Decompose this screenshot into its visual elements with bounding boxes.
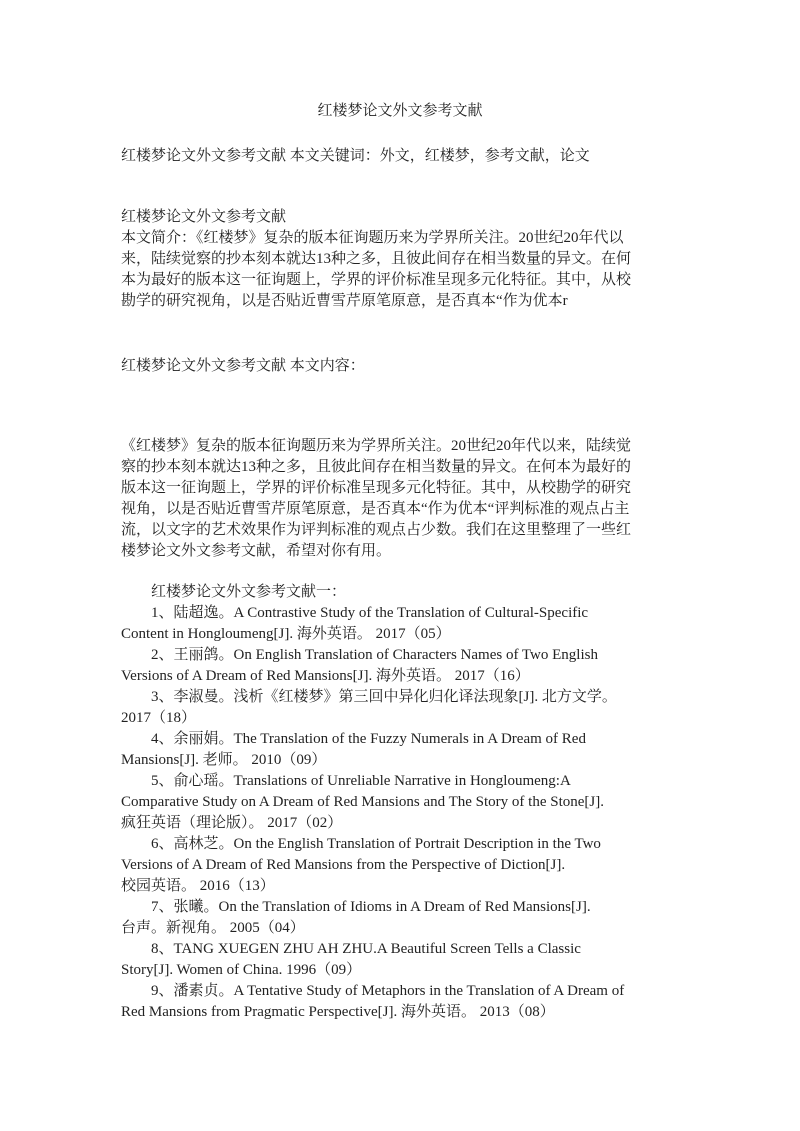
- intro-line: 本为最好的版本这一征询题上，学界的评价标准呈现多元化特征。其中，从校: [121, 272, 632, 288]
- document-title: 红楼梦论文外文参考文献: [317, 103, 483, 119]
- body-line: 楼梦论文外文参考文献，希望对你有用。: [121, 543, 392, 559]
- content-heading-block: [121, 356, 681, 377]
- reference-item: [121, 897, 681, 939]
- reference-line: 校园英语。 2016（13）: [121, 878, 275, 894]
- intro-heading: 红楼梦论文外文参考文献: [121, 209, 287, 225]
- intro-line: 来，陆续觉察的抄本刻本就达13种之多，且彼此间存在相当数量的异文。在何: [121, 251, 632, 267]
- reference-line: 5、俞心瑶。Translations of Unreliable Narrative in Hongloumeng:A: [151, 773, 571, 789]
- references-heading: 红楼梦论文外文参考文献一：: [151, 584, 347, 600]
- reference-line: 1、陆超逸。A Contrastive Study of the Translation of Cultural-Specific: [151, 605, 589, 621]
- reference-line: 8、TANG XUEGEN ZHU AH ZHU.A Beautiful Screen Tells a Classic: [151, 941, 581, 957]
- body-line: 察的抄本刻本就达13种之多，且彼此间存在相当数量的异文。在何本为最好的: [121, 459, 632, 475]
- body-line: 流，以文字的艺术效果作为评判标准的观点占少数。我们在这里整理了一些红: [121, 522, 632, 538]
- body-paragraph: [121, 436, 681, 562]
- intro-section: [121, 207, 681, 312]
- references-section: [121, 582, 681, 1023]
- reference-item: [121, 834, 681, 897]
- content-heading: 红楼梦论文外文参考文献 本文内容：: [121, 358, 365, 374]
- reference-item: [121, 981, 681, 1023]
- reference-line: Content in Hongloumeng[J]. 海外英语。 2017（05）: [121, 626, 451, 642]
- reference-line: 疯狂英语（理论版）。 2017（02）: [121, 815, 343, 831]
- reference-line: 3、李淑曼。浅析《红楼梦》第三回中异化归化译法现象[J]. 北方文学。: [151, 689, 617, 705]
- body-line: 版本这一征询题上，学界的评价标准呈现多元化特征。其中，从校勘学的研究: [121, 480, 632, 496]
- keywords-text: 红楼梦论文外文参考文献 本文关键词：外文，红楼梦，参考文献，论文: [121, 148, 590, 164]
- reference-item: [121, 729, 681, 771]
- keywords-line: [121, 146, 681, 167]
- reference-item: [121, 939, 681, 981]
- reference-line: Story[J]. Women of China. 1996（09）: [121, 962, 362, 978]
- intro-line: 勘学的研究视角，以是否贴近曹雪芹原笔原意，是否真本“作为优本r: [121, 293, 568, 309]
- reference-line: Mansions[J]. 老师。 2010（09）: [121, 752, 327, 768]
- intro-line: 本文简介：《红楼梦》复杂的版本征询题历来为学界所关注。20世纪20年代以: [121, 230, 624, 246]
- reference-line: Versions of A Dream of Red Mansions from the Perspective of Diction[J].: [121, 857, 566, 873]
- reference-line: 9、潘素贞。A Tentative Study of Metaphors in the Translation of A Dream of: [151, 983, 625, 999]
- body-line: 《红楼梦》复杂的版本征询题历来为学界所关注。20世纪20年代以来，陆续觉: [121, 438, 632, 454]
- reference-item: [121, 603, 681, 645]
- reference-item: [121, 687, 681, 729]
- reference-line: Red Mansions from Pragmatic Perspective[J]. 海外英语。 2013（08）: [121, 1004, 555, 1020]
- reference-line: 台声。新视角。 2005（04）: [121, 920, 305, 936]
- reference-list: [121, 603, 681, 1023]
- body-line: 视角，以是否贴近曹雪芹原笔原意，是否真本“作为优本“评判标准的观点占主: [121, 501, 630, 517]
- intro-text: [121, 228, 681, 312]
- reference-line: 6、高林芝。On the English Translation of Portrait Description in the Two: [151, 836, 601, 852]
- reference-line: 4、余丽娟。The Translation of the Fuzzy Numerals in A Dream of Red: [151, 731, 586, 747]
- reference-line: Versions of A Dream of Red Mansions[J]. 海外英语。 2017（16）: [121, 668, 530, 684]
- reference-line: 2、王丽鸽。On English Translation of Characters Names of Two English: [151, 647, 598, 663]
- reference-line: 7、张曦。On the Translation of Idioms in A Dream of Red Mansions[J].: [151, 899, 591, 915]
- reference-item: [121, 645, 681, 687]
- reference-line: 2017（18）: [121, 710, 197, 726]
- reference-line: Comparative Study on A Dream of Red Mansions and The Story of the Stone[J].: [121, 794, 604, 810]
- reference-item: [121, 771, 681, 834]
